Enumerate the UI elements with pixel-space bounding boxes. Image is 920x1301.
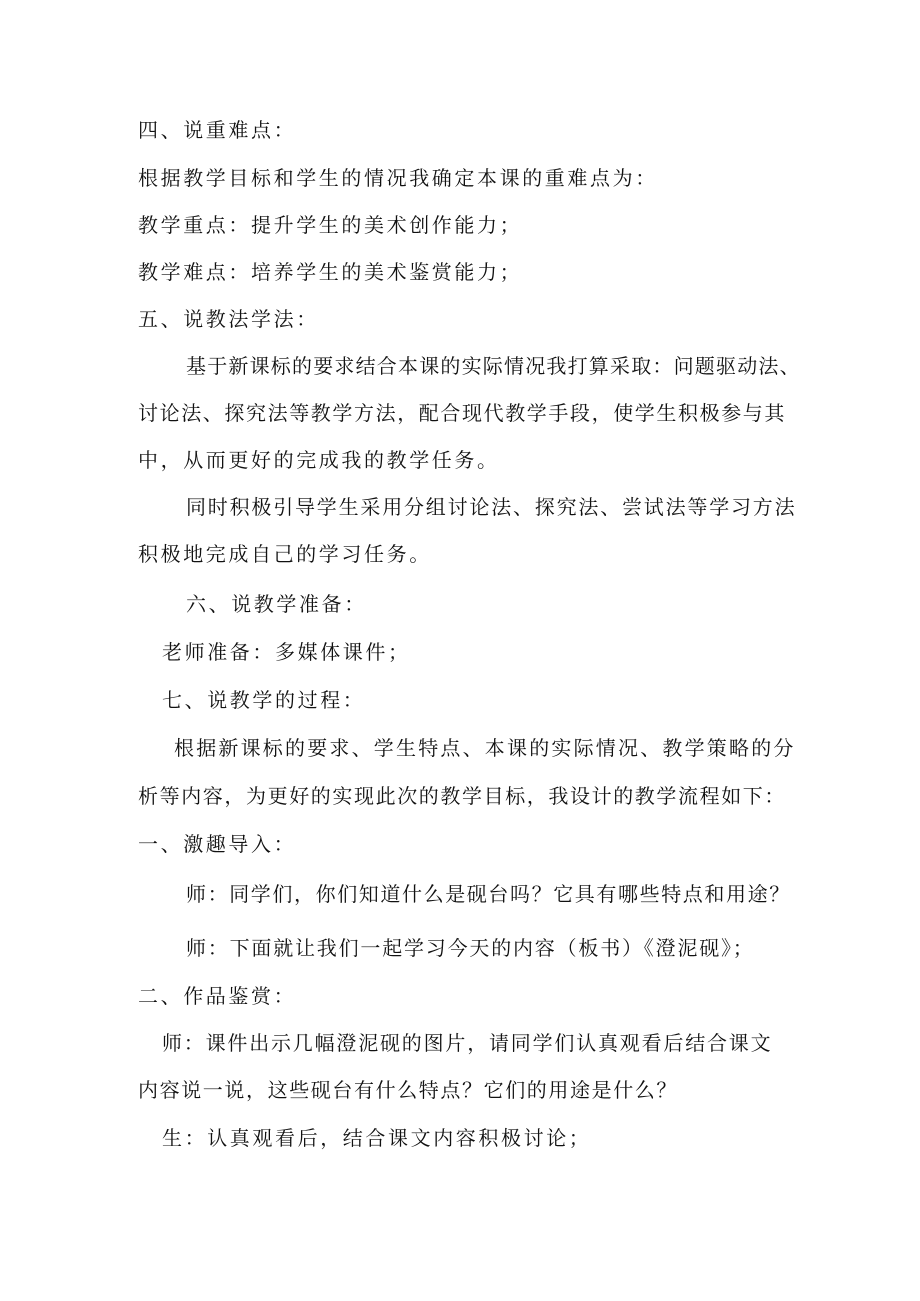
heading-5: 五、说教法学法： [138,307,319,331]
paragraph-line: 生：认真观看后，结合课文内容积极讨论； [162,1126,592,1150]
paragraph-line: 基于新课标的要求结合本课的实际情况我打算采取：问题驱动法、 [186,354,801,378]
paragraph-line: 积极地完成自己的学习任务。 [138,542,432,566]
paragraph-line: 根据新课标的要求、学生特点、本课的实际情况、教学策略的分 [174,736,796,760]
paragraph-line: 老师准备：多媒体课件； [162,640,411,664]
paragraph-line: 师：同学们，你们知道什么是砚台吗？它具有哪些特点和用途？ [186,882,791,906]
heading-4: 四、说重难点： [138,118,297,142]
paragraph-line: 师：下面就让我们一起学习今天的内容（板书）《澄泥砚》； [186,936,755,960]
paragraph-line: 同时积极引导学生采用分组讨论法、探究法、尝试法等学习方法 [186,495,797,519]
paragraph-line: 析等内容，为更好的实现此次的教学目标，我设计的教学流程如下： [138,784,786,808]
paragraph-line: 讨论法、探究法等教学方法，配合现代教学手段，使学生积极参与其 [138,401,786,425]
paragraph-line: 中，从而更好的完成我的教学任务。 [138,448,500,472]
paragraph-line: 师：课件出示几幅澄泥砚的图片，请同学们认真观看后结合课文 [162,1031,773,1055]
heading-6: 六、说教学准备： [186,592,367,616]
paragraph-line: 根据教学目标和学生的情况我确定本课的重难点为： [138,166,658,190]
paragraph-line: 教学重点：提升学生的美术创作能力； [138,213,523,237]
heading-7: 七、说教学的过程： [162,688,366,712]
paragraph-line: 教学难点：培养学生的美术鉴赏能力； [138,260,523,284]
heading-step-2: 二、作品鉴赏： [138,984,297,1008]
heading-step-1: 一、激趣导入： [138,832,297,856]
paragraph-line: 内容说一说，这些砚台有什么特点？它们的用途是什么？ [138,1078,678,1102]
